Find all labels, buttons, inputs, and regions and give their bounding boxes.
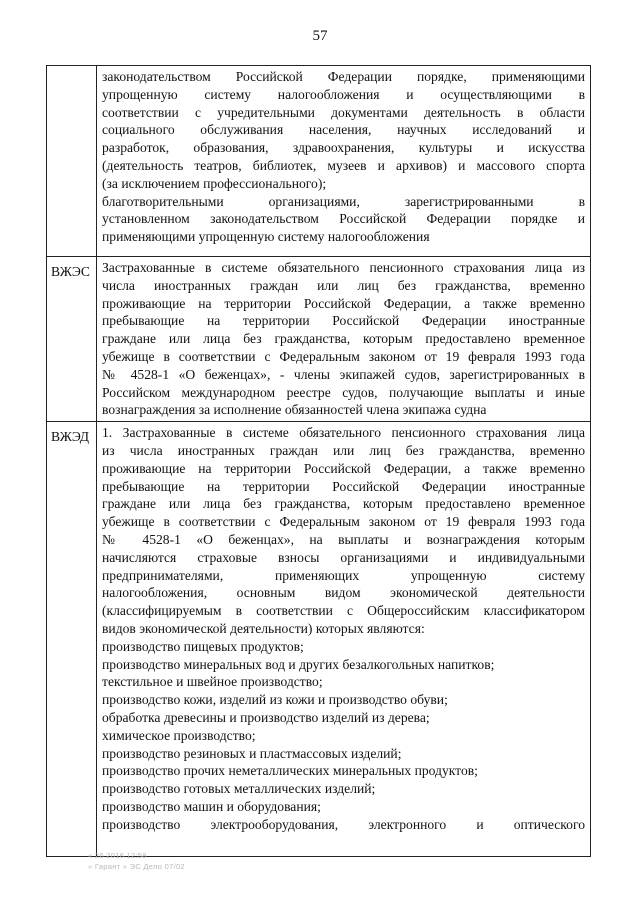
text-line: № 4528-1 «О беженцах», - члены экипажей судов, зарегистрированных в	[102, 366, 585, 382]
table-row	[47, 422, 591, 857]
text-line: 1. Застрахованные в системе обязательного пенсионного страхования лица	[102, 425, 585, 441]
text-line: производство минеральных вод и других безалкогольных напитков;	[102, 656, 495, 672]
text-line: производство электрооборудования, электронного и оптического	[102, 816, 585, 832]
row-code: ВЖЭД	[47, 422, 97, 857]
document-table	[46, 65, 591, 857]
text-line: (за исключением профессионального);	[102, 175, 327, 191]
print-stamp	[88, 850, 185, 872]
text-line: убежище в соответствии с Федеральным законом от 19 февраля 1993 года	[102, 514, 585, 530]
row-description	[97, 66, 591, 257]
text-line: соответствии с учредительными документами деятельность в области	[102, 104, 585, 120]
text-line: граждане или лица без гражданства, которым предоставлено временное	[102, 496, 585, 512]
stamp-line: « 26 2016 12:58	[88, 851, 147, 860]
text-line: упрощенную систему налогообложения и осуществляющими в	[102, 86, 585, 102]
text-line: производство прочих неметаллических минеральных продуктов;	[102, 763, 478, 779]
text-line: производство пищевых продуктов;	[102, 638, 304, 654]
page-number: 57	[312, 28, 328, 44]
text-line: законодательством Российской Федерации порядке, применяющими	[102, 69, 585, 84]
text-line: проживающие на территории Российской Федерации, а также временно	[102, 460, 585, 476]
text-line: химическое производство;	[102, 727, 256, 743]
text-line: применяющими упрощенную систему налогообложения	[102, 229, 430, 245]
row-description	[97, 422, 591, 857]
text-line: обработка древесины и производство изделий из дерева;	[102, 709, 430, 725]
text-line: видов экономической деятельности) которых являются:	[102, 620, 425, 636]
text-line: Российском международном реестре судов, получающие выплаты и иные	[102, 384, 585, 400]
text-line: разработок, образования, здравоохранения, культуры и искусства	[102, 140, 585, 156]
text-line: пребывающие на территории Российской Федерации иностранные	[102, 313, 585, 329]
text-line: пребывающие на территории Российской Федерации иностранные	[102, 478, 585, 494]
text-line: (классифицируемым в соответствии с Общероссийским классификатором	[102, 603, 585, 619]
row-code	[47, 66, 97, 257]
text-line: убежище в соответствии с Федеральным законом от 19 февраля 1993 года	[102, 348, 585, 364]
text-line: производство резиновых и пластмассовых изделий;	[102, 745, 402, 761]
text-line: № 4528-1 «О беженцах», на выплаты и вознаграждения которым	[102, 531, 585, 547]
text-line: граждане или лица без гражданства, которым предоставлено временное	[102, 331, 585, 347]
text-line: налогообложения, основным видом экономической деятельности	[102, 585, 585, 601]
text-line: из числа иностранных граждан или лиц без гражданства, временно	[102, 442, 585, 458]
text-line: текстильное и швейное производство;	[102, 674, 323, 690]
text-line: социального обслуживания населения, научных исследований и	[102, 122, 585, 138]
text-line: числа иностранных граждан или лиц без гражданства, временно	[102, 277, 585, 293]
text-line: вознаграждения за исполнение обязанностей члена экипажа судна	[102, 402, 487, 418]
text-line: производство машин и оборудования;	[102, 798, 321, 814]
text-line: (деятельность театров, библиотек, музеев и архивов) и массового спорта	[102, 157, 585, 173]
text-line: установленном законодательством Российской Федерации порядке и	[102, 211, 585, 227]
row-code: ВЖЭС	[47, 257, 97, 422]
stamp-line: « Гарант » ЭС Дело 07/02	[88, 862, 185, 871]
text-line: Застрахованные в системе обязательного пенсионного страхования лица из	[102, 260, 585, 275]
table-row	[47, 66, 591, 257]
row-description	[97, 257, 591, 422]
text-line: проживающие на территории Российской Федерации, а также временно	[102, 295, 585, 311]
table-row	[47, 257, 591, 422]
text-line: производство готовых металлических изделий;	[102, 781, 376, 797]
text-line: производство кожи, изделий из кожи и производство обуви;	[102, 692, 448, 708]
text-line: предпринимателями, применяющих упрощенную систему	[102, 567, 585, 583]
text-line: начисляются страховые взносы организациями и индивидуальными	[102, 549, 585, 565]
text-line: благотворительными организациями, зарегистрированными в	[102, 193, 585, 209]
